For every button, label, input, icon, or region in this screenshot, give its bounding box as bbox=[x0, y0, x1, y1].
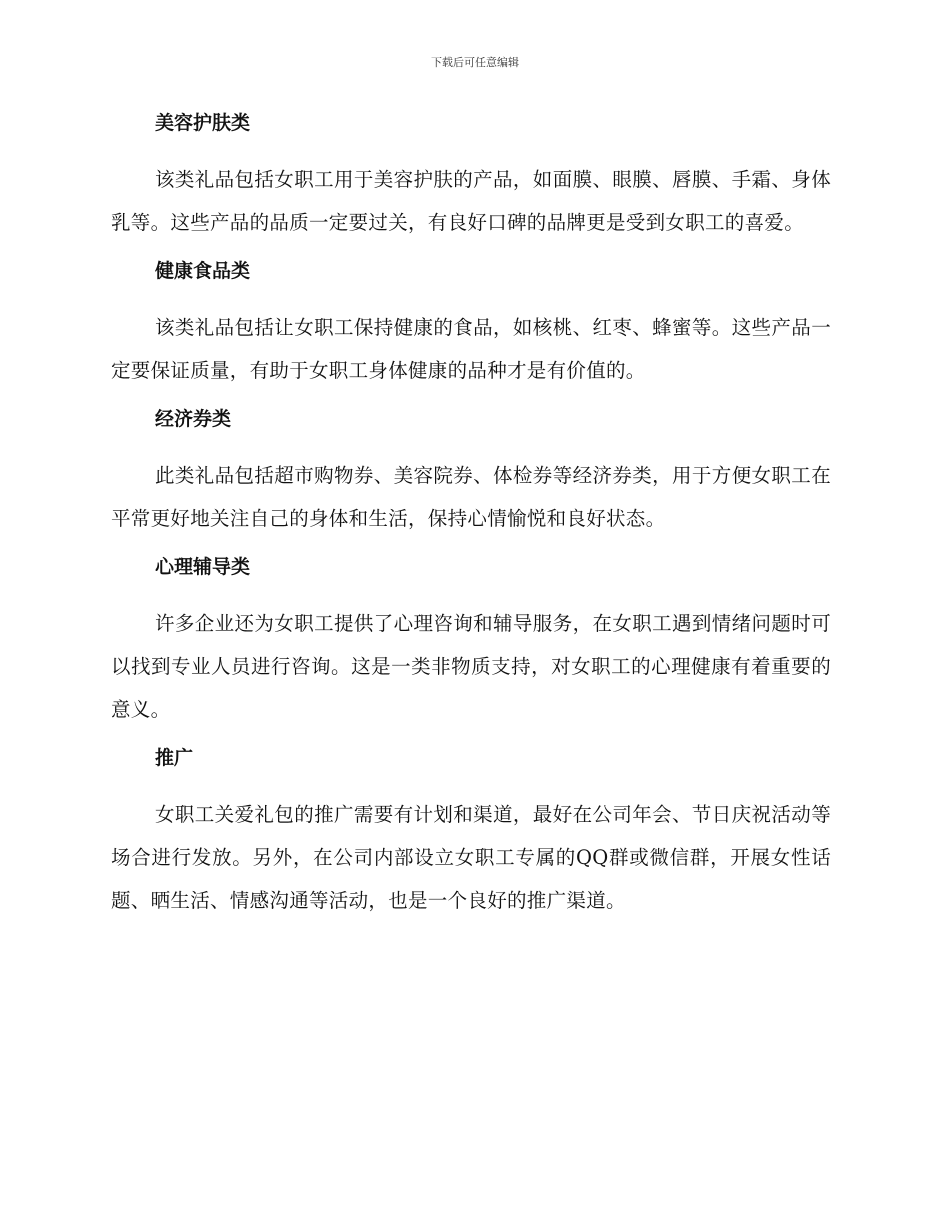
section-heading: 美容护肤类 bbox=[155, 112, 251, 134]
section-paragraph: 此类礼品包括超市购物券、美容院券、体检券等经济券类，用于方便女职工在平常更好地关注自己的身体和生活，保持心情愉悦和良好状态。 bbox=[111, 464, 831, 530]
section-paragraph: 女职工关爱礼包的推广需要有计划和渠道，最好在公司年会、节日庆祝活动等场合进行发放。另外，在公司内部设立女职工专属的QQ群或微信群，开展女性话题、晒生活、情感沟通等活动，也是一个良好的推广渠道。 bbox=[111, 803, 831, 912]
section-paragraph: 该类礼品包括女职工用于美容护肤的产品，如面膜、眼膜、唇膜、手霜、身体乳等。这些产品的品质一定要过关，有良好口碑的品牌更是受到女职工的喜爱。 bbox=[111, 168, 831, 234]
section-health-food bbox=[111, 256, 831, 392]
section-heading: 心理辅导类 bbox=[155, 556, 251, 578]
section-paragraph: 许多企业还为女职工提供了心理咨询和辅导服务，在女职工遇到情绪问题时可以找到专业人员进行咨询。这是一类非物质支持，对女职工的心理健康有着重要的意义。 bbox=[111, 612, 831, 721]
section-promotion bbox=[111, 743, 831, 922]
section-heading: 推广 bbox=[155, 747, 194, 769]
header-note: 下载后可任意编辑 bbox=[431, 56, 519, 69]
section-paragraph: 该类礼品包括让女职工保持健康的食品，如核桃、红枣、蜂蜜等。这些产品一定要保证质量，有助于女职工身体健康的品种才是有价值的。 bbox=[111, 316, 831, 382]
document-content bbox=[111, 108, 831, 934]
section-vouchers bbox=[111, 404, 831, 540]
section-heading: 经济券类 bbox=[155, 408, 232, 430]
section-beauty-skincare bbox=[111, 108, 831, 244]
section-counseling bbox=[111, 552, 831, 731]
section-heading: 健康食品类 bbox=[155, 260, 251, 282]
